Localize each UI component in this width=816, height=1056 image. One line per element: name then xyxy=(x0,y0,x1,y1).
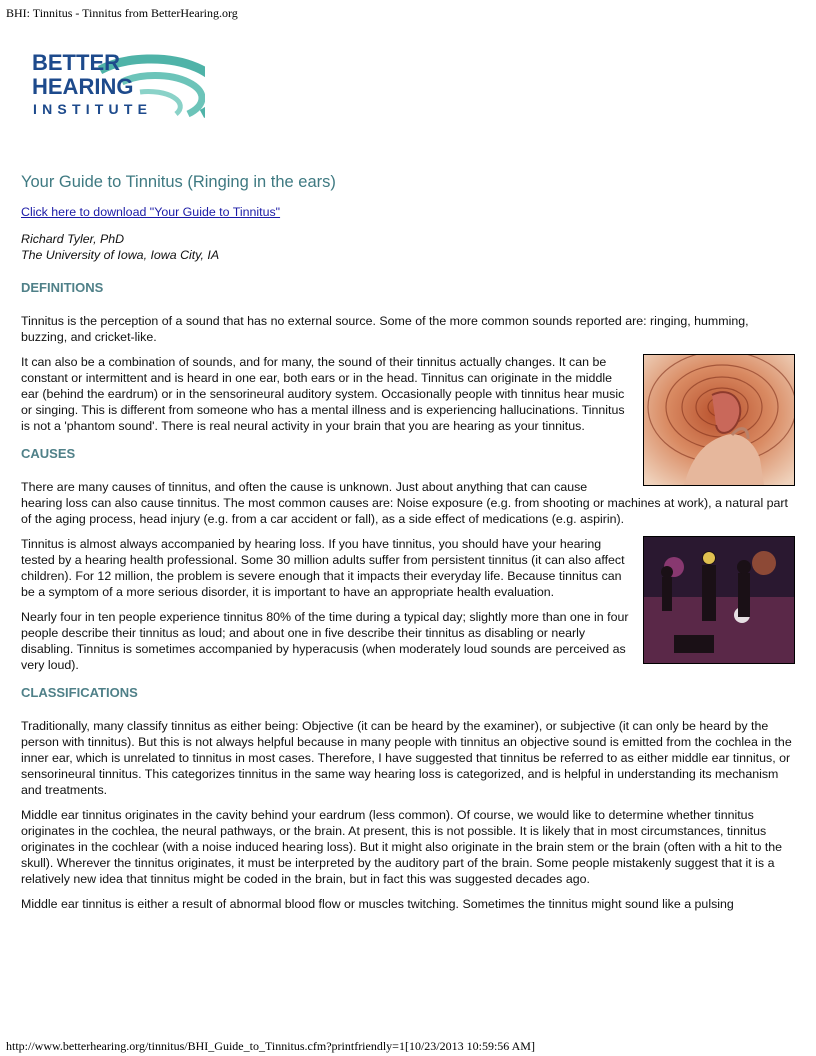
section-heading-definitions: DEFINITIONS xyxy=(21,280,104,295)
download-guide-link[interactable]: Click here to download "Your Guide to Tinnitus" xyxy=(21,205,281,219)
concert-illustration-icon xyxy=(644,537,794,663)
page-title: Your Guide to Tinnitus (Ringing in the ears) xyxy=(21,173,336,191)
paragraph: Nearly four in ten people experience tinnitus 80% of the time during a typical day; slightly more than one in four people describe their tinnitus as loud; and about one in five describe their tinnitus as disabling or nearly disabling. Tinnitus is sometimes accompanied by hyperacusis (when moderately loud sounds are perceived as very loud). xyxy=(21,610,629,672)
paragraph: Traditionally, many classify tinnitus as either being: Objective (it can be heard by the examiner), or subjective (it can only be heard by the person with tinnitus). But this is not always helpful because in many people with tinnitus an objective sound is emitted from the cochlea in the inner ear, which is unrelated to tinnitus in most cases. Therefore, I have suggested that tinnitus be referred to as either middle ear tinnitus, or sensorineural tinnitus. This categorizes tinnitus in the same way hearing loss is categorized, and is helpful in understanding its mechanism and treatments. xyxy=(21,719,792,797)
ear-illustration-icon xyxy=(644,355,794,485)
article-body xyxy=(21,172,797,921)
concert-photo xyxy=(643,536,795,664)
paragraph: Tinnitus is the perception of a sound that has no external source. Some of the more common sounds reported are: ringing, humming, buzzing, and cricket-like. xyxy=(21,314,749,344)
author-affiliation: The University of Iowa, Iowa City, IA xyxy=(21,248,220,262)
paragraph: Middle ear tinnitus is either a result of abnormal blood flow or muscles twitching. Sometimes the tinnitus might sound like a pulsing xyxy=(21,897,734,911)
logo-text-hearing: HEARING xyxy=(32,74,134,99)
section-heading-causes: CAUSES xyxy=(21,446,76,461)
section-heading-classifications: CLASSIFICATIONS xyxy=(21,685,138,700)
paragraph: It can also be a combination of sounds, and for many, the sound of their tinnitus actually changes. It can be constant or intermittent and is heard in one ear, both ears or in the head. Tinnitus can originate in the middle ear (behind the eardrum) or in the sensorineural auditory system. Occasionally people with tinnitus hear music or singing. This is different from someone who has a mental illness and is experiencing hallucinations. Tinnitus is not a 'phantom sound'. There is real neural activity in your brain that you are hearing as your tinnitus. xyxy=(21,355,625,433)
paragraph: Tinnitus is almost always accompanied by hearing loss. If you have tinnitus, you should have your hearing tested by a hearing health professional. Some 30 million adults suffer from persistent tinnitus (it can also affect children). For 12 million, the problem is severe enough that it impacts their everyday life. Because tinnitus can be a symptom of a more serious disorder, it is important to have an appropriate health evaluation. xyxy=(21,537,625,599)
ear-photo xyxy=(643,354,795,486)
author-name: Richard Tyler, PhD xyxy=(21,232,125,246)
logo-text-institute: INSTITUTE xyxy=(33,101,153,117)
paragraph: Middle ear tinnitus originates in the cavity behind your eardrum (less common). Of course, we would like to determine whether tinnitus originates in the cochlea, the neural pathways, or the brain. At present, this is not possible. It is likely that in most circumstances, tinnitus originates in the cochlear (with a noise induced hearing loss). But it might also originate in the brain stem or the brain (often with a hit to the skull). Wherever the tinnitus originates, it must be interpreted by the auditory part of the brain. Some people mistakenly suggest that it is a relatively new idea that tinnitus might be coded in the brain, but in fact this was suggested decades ago. xyxy=(21,808,783,886)
print-header: BHI: Tinnitus - Tinnitus from BetterHearing.org xyxy=(6,6,238,20)
logo-text-better: BETTER xyxy=(32,50,120,75)
better-hearing-institute-logo[interactable] xyxy=(30,36,205,120)
paragraph: There are many causes of tinnitus, and often the cause is unknown. Just about anything that can cause hearing loss can also cause tinnitus. The most common causes are: Noise exposure (e.g. from shooting or machines at work), a natural part of the aging process, head injury (e.g. from a car accident or fall), as a side effect of medications (e.g. aspirin). xyxy=(21,480,788,526)
author-block xyxy=(21,231,797,263)
print-footer-url: http://www.betterhearing.org/tinnitus/BHI_Guide_to_Tinnitus.cfm?printfriendly=1[10/23/2013 10:59:56 AM] xyxy=(6,1039,535,1053)
